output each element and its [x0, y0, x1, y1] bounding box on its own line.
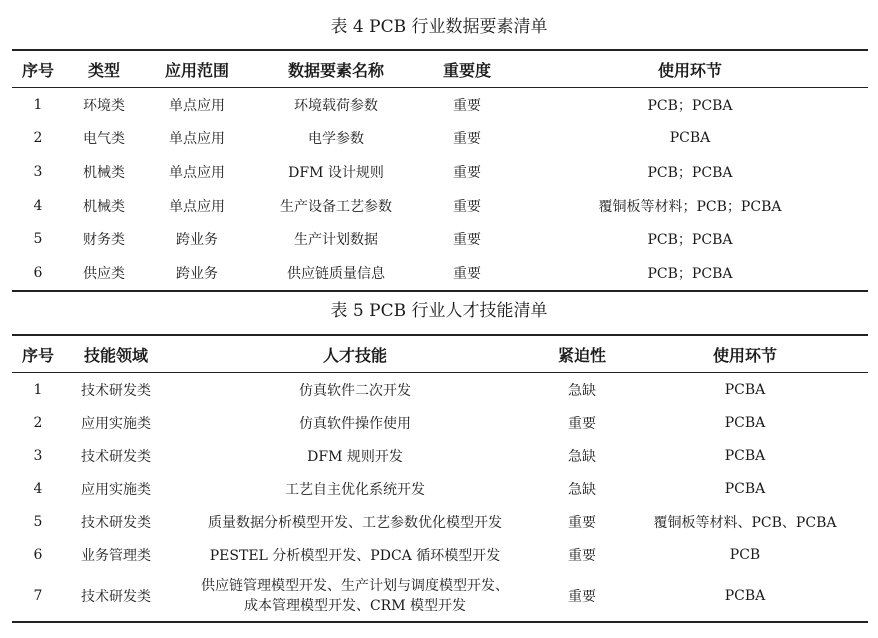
- table-cell: 重要: [453, 131, 481, 148]
- table-row: [12, 256, 868, 291]
- table-cell: 仿真软件操作使用: [299, 415, 411, 432]
- table-cell: 6: [33, 546, 43, 563]
- table-cell: 机械类: [83, 164, 125, 181]
- table-cell: DFM 设计规则: [288, 164, 384, 181]
- table-cell: 电气类: [83, 131, 125, 148]
- table-row: [12, 538, 868, 571]
- table-cell-multiline: [168, 571, 542, 622]
- table-cell: 重要: [568, 514, 596, 531]
- table4-header: 序号: [12, 50, 64, 88]
- table-cell: 2: [33, 130, 43, 147]
- table-cell: 1: [33, 96, 43, 113]
- table-cell: PCBA: [724, 414, 766, 431]
- table4-header: 应用范围: [144, 50, 250, 88]
- table-cell: 环境类: [83, 97, 125, 114]
- table-cell: 应用实施类: [81, 481, 151, 498]
- table-cell: 覆铜板等材料、PCB、PCBA: [653, 514, 837, 531]
- table-cell: 急缺: [568, 382, 596, 399]
- table-row: [12, 189, 868, 223]
- table-cell: PCBA: [724, 447, 766, 464]
- table4-caption: 表 4 PCB 行业数据要素清单: [330, 17, 548, 37]
- table5-header: 使用环节: [622, 335, 868, 373]
- table-cell: 机械类: [83, 198, 125, 215]
- table5-header-row: [12, 335, 868, 373]
- table4-header: 数据要素名称: [250, 50, 422, 88]
- table-cell: 4: [33, 197, 43, 214]
- table-cell: 2: [33, 414, 43, 431]
- table-cell: 6: [12, 256, 64, 291]
- table-cell: 5: [33, 513, 43, 530]
- table5-header: 序号: [12, 335, 64, 373]
- table-cell: 跨业务: [176, 232, 218, 249]
- table5-header: 技能领域: [64, 335, 168, 373]
- table-cell: 3: [33, 447, 43, 464]
- table-cell: 3: [33, 163, 43, 180]
- table-cell: 业务管理类: [81, 547, 151, 564]
- table-row: [12, 571, 868, 622]
- table-cell: 单点应用: [169, 97, 225, 114]
- table-row: [12, 373, 868, 407]
- table-cell: 重要: [568, 547, 596, 564]
- table-cell: PCB；PCBA: [647, 232, 733, 249]
- table-cell: PCB；PCBA: [512, 256, 868, 291]
- table-cell: PESTEL 分析模型开发、PDCA 循环模型开发: [209, 547, 501, 564]
- table-cell: 急缺: [568, 481, 596, 498]
- skill-line-1: 供应链管理模型开发、生产计划与调度模型开发、: [201, 578, 509, 594]
- table-cell: 重要: [453, 164, 481, 181]
- table-cell: 重要: [453, 232, 481, 249]
- table-cell: 急缺: [568, 448, 596, 465]
- table-cell: 生产设备工艺参数: [280, 198, 392, 215]
- table-row: [12, 472, 868, 505]
- table-cell: 财务类: [83, 232, 125, 249]
- table-row: [12, 505, 868, 538]
- table-row: [12, 122, 868, 156]
- table-cell: PCBA: [724, 480, 766, 497]
- table-cell: 技术研发类: [81, 382, 151, 399]
- table4-header: 类型: [64, 50, 144, 88]
- table5-caption: 表 5 PCB 行业人才技能清单: [330, 301, 548, 321]
- table-cell: 生产计划数据: [294, 232, 378, 249]
- table-cell: 单点应用: [169, 164, 225, 181]
- table-cell: PCB: [729, 546, 761, 563]
- table-cell: 工艺自主优化系统开发: [285, 481, 425, 498]
- table5-header: 人才技能: [168, 335, 542, 373]
- table-cell: 应用实施类: [81, 415, 151, 432]
- table4: [12, 49, 868, 292]
- table-cell: PCB；PCBA: [647, 97, 733, 114]
- table-cell: 技术研发类: [64, 571, 168, 622]
- table-cell: 单点应用: [169, 198, 225, 215]
- table-cell: PCBA: [724, 381, 766, 398]
- table-cell: 技术研发类: [81, 448, 151, 465]
- table-cell: 质量数据分析模型开发、工艺参数优化模型开发: [208, 514, 502, 531]
- table5: [12, 334, 868, 623]
- table-cell: PCB；PCBA: [647, 164, 733, 181]
- table-row: [12, 155, 868, 189]
- table-cell: DFM 规则开发: [307, 448, 403, 465]
- table-cell: 环境载荷参数: [294, 97, 378, 114]
- table-cell: 4: [33, 480, 43, 497]
- table-cell: 单点应用: [169, 131, 225, 148]
- table-cell: 重要: [422, 256, 512, 291]
- table-row: [12, 88, 868, 122]
- table-cell: PCBA: [622, 571, 868, 622]
- table4-header: 重要度: [422, 50, 512, 88]
- table4-header: 使用环节: [512, 50, 868, 88]
- table-cell: 5: [33, 231, 43, 248]
- table-cell: 技术研发类: [81, 514, 151, 531]
- table4-header-row: [12, 50, 868, 88]
- table-cell: 供应链质量信息: [250, 256, 422, 291]
- table-row: [12, 439, 868, 472]
- table-row: [12, 406, 868, 439]
- table-cell: 仿真软件二次开发: [299, 382, 411, 399]
- table-cell: 跨业务: [144, 256, 250, 291]
- table-cell: 重要: [453, 198, 481, 215]
- table-cell: 供应类: [64, 256, 144, 291]
- table-cell: PCBA: [669, 130, 711, 147]
- table-cell: 1: [33, 381, 43, 398]
- table-cell: 重要: [568, 415, 596, 432]
- table-cell: 覆铜板等材料；PCB；PCBA: [598, 198, 782, 215]
- table-row: [12, 222, 868, 256]
- table5-header: 紧迫性: [542, 335, 622, 373]
- table-cell: 重要: [542, 571, 622, 622]
- table-cell: 电学参数: [308, 131, 364, 148]
- skill-line-2: 成本管理模型开发、CRM 模型开发: [243, 598, 467, 614]
- table-cell: 7: [12, 571, 64, 622]
- table-cell: 重要: [453, 97, 481, 114]
